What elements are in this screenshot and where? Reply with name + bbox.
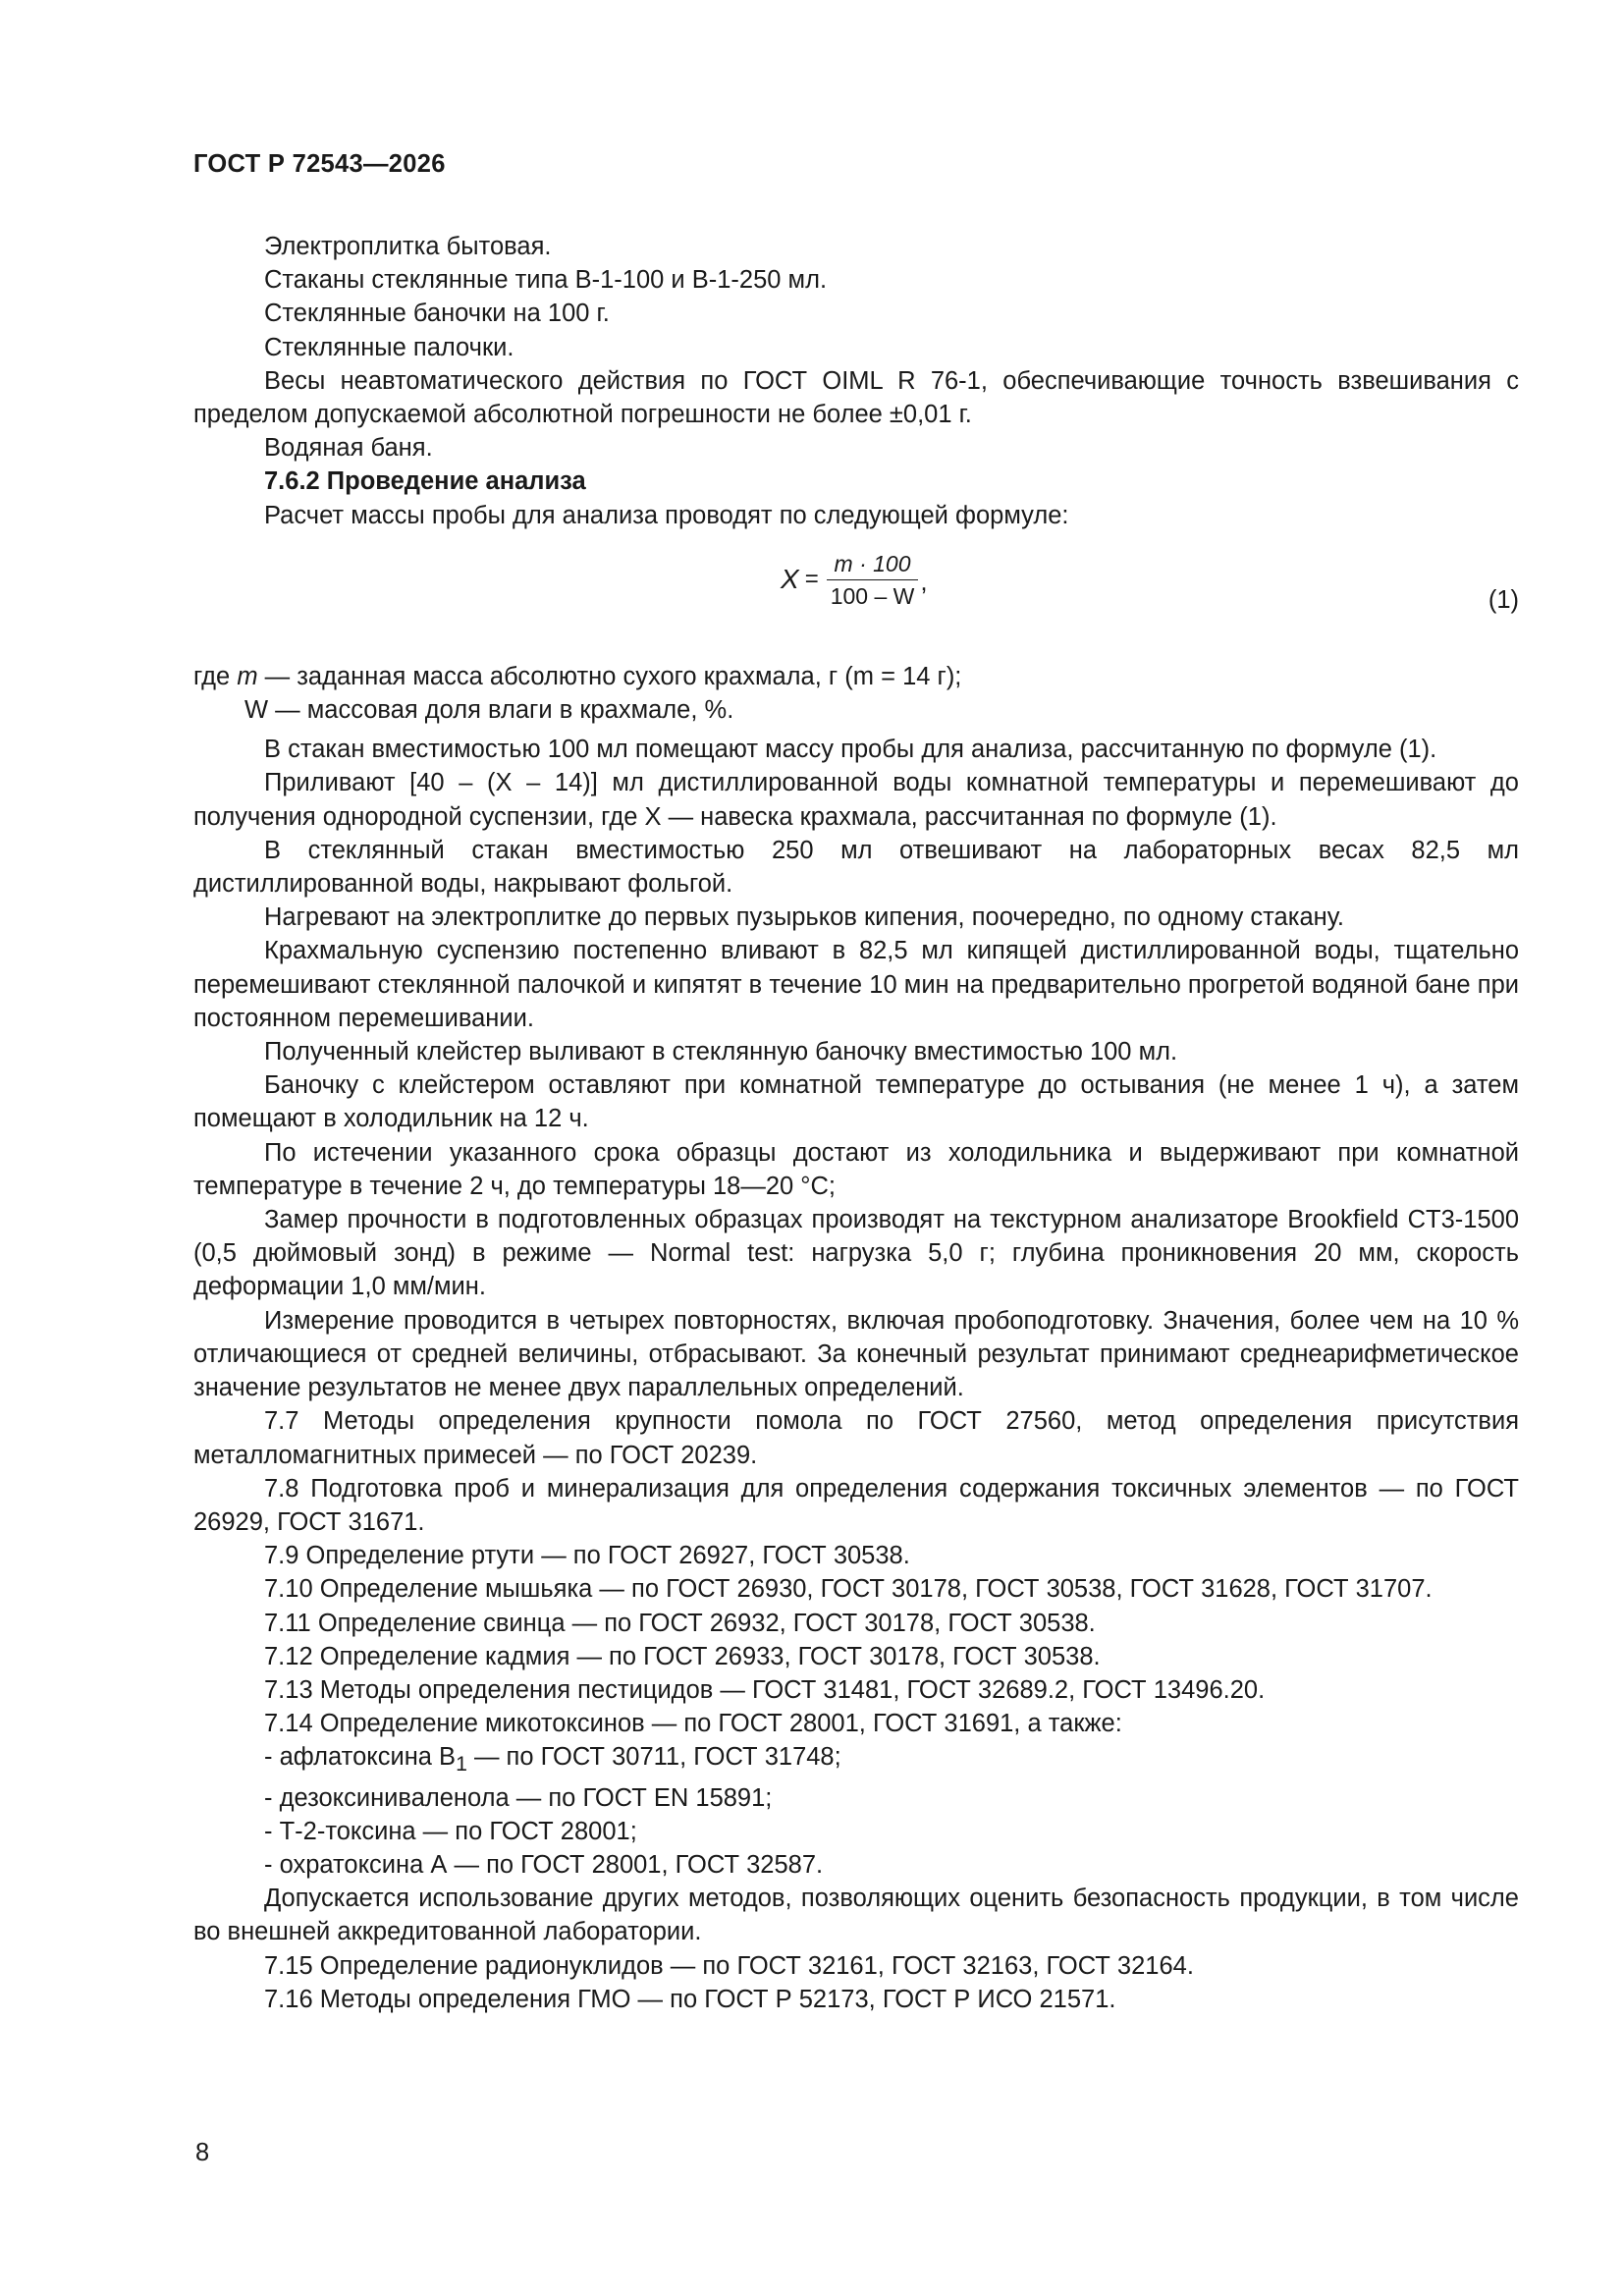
formula-denominator: 100 – W [830,582,915,609]
formula-comma: , [920,566,928,596]
page-body [193,230,1519,2016]
equipment-item: Электроплитка бытовая. [264,233,552,260]
formula-fraction [827,550,919,610]
equipment-item: Стаканы стеклянные типа В-1-100 и В-1-250 мл. [264,266,828,295]
where-m [193,660,1519,693]
procedure-paragraph: Замер прочности в подготовленных образцах производят на текстурном анализаторе Brookfield CT3-1500 (0,5 дюймовый зонд) в режиме — Normal test: нагрузка 5,0 г; глубина проникновения 20 мм, скорость деформации 1,0 мм/мин. [193,1206,1519,1301]
page-number: 8 [195,2139,210,2166]
closing-paragraph: Допускается использование других методов, позволяющих оценить безопасность продукции, в том числе во внешней аккредитованной лаборатории. [193,1885,1519,1946]
clause-7-7: 7.7 Методы определения крупности помола по ГОСТ 27560, метод определения присутствия металломагнитных примесей — по ГОСТ 20239. [193,1407,1519,1469]
procedure-paragraph: Полученный клейстер выливают в стеклянную баночку вместимостью 100 мл. [264,1038,1178,1066]
clause-7-12: 7.12 Определение кадмия — по ГОСТ 26933, ГОСТ 30178, ГОСТ 30538. [264,1642,1101,1670]
clause-7-16: 7.16 Методы определения ГМО — по ГОСТ Р 52173, ГОСТ Р ИСО 21571. [264,1985,1116,2013]
mycotoxin-item: - Т-2-токсина — по ГОСТ 28001; [264,1817,637,1845]
procedure-paragraph: По истечении указанного срока образцы достают из холодильника и выдерживают при комнатной температуре в течение 2 ч, до температуры 18—20 °С; [193,1138,1519,1200]
where-w-symbol: W [244,696,269,725]
procedure-paragraph: Крахмальную суспензию постепенно вливают в 82,5 мл кипящей дистиллированной воды, тщательно перемешивают стеклянной палочкой и кипятят в течение 10 мин на предварительно прогретой водяной бане при постоянном перемешивании. [193,937,1519,1032]
clause-7-9: 7.9 Определение ртути — по ГОСТ 26927, ГОСТ 30538. [264,1542,910,1570]
section-heading: 7.6.2 Проведение анализа [264,467,586,496]
procedure-paragraph: В стеклянный стакан вместимостью 250 мл отвешивают на лабораторных весах 82,5 мл дистиллированной воды, накрывают фольгой. [193,836,1519,899]
procedure-paragraph: Баночку с клейстером оставляют при комнатной температуре до остывания (не менее 1 ч), а затем помещают в холодильник на 12 ч. [193,1071,1519,1133]
clause-7-15: 7.15 Определение радионуклидов — по ГОСТ 32161, ГОСТ 32163, ГОСТ 32164. [264,1951,1194,1980]
equipment-item: Весы неавтоматического действия по ГОСТ OIML R 76-1, обеспечивающие точность взвешивания с пределом допускаемой абсолютной погрешности не более ±0,01 г. [193,366,1519,429]
procedure-paragraph: Измерение проводится в четырех повторностях, включая пробоподготовку. Значения, более чем на 10 % отличающиеся от средней величины, отбрасывают. За конечный результат принимают среднеарифметическое значение результатов не менее двух параллельных определений. [193,1306,1519,1402]
procedure-paragraph: Нагревают на электроплитке до первых пузырьков кипения, поочередно, по одному стакану. [264,903,1344,932]
where-m-symbol: m [237,662,258,690]
mycotoxin-item: - дезоксиниваленола — по ГОСТ EN 15891; [264,1783,773,1812]
equipment-item: Стеклянные баночки на 100 г. [264,300,610,328]
aflatoxin-subscript: 1 [456,1752,467,1777]
clause-7-11: 7.11 Определение свинца — по ГОСТ 26932, ГОСТ 30178, ГОСТ 30538. [264,1609,1096,1637]
formula-numerator: m · 100 [834,550,911,576]
clause-7-13: 7.13 Методы определения пестицидов — ГОСТ 31481, ГОСТ 32689.2, ГОСТ 13496.20. [264,1675,1266,1704]
aflatoxin-prefix: - афлатоксина В [264,1743,457,1772]
procedure-paragraph: Приливают [40 – (X – 14)] мл дистиллированной воды комнатной температуры и перемешивают до получения однородной суспензии, где X — навеска крахмала, рассчитанная по формуле (1). [193,769,1519,831]
clause-7-8: 7.8 Подготовка проб и минерализация для определения содержания токсичных элементов — по ГОСТ 26929, ГОСТ 31671. [193,1474,1519,1536]
formula-lhs: X [781,564,799,595]
formula-equals: = [804,566,819,593]
where-prefix: где [193,662,231,690]
mycotoxin-item-aflatoxin [193,1740,1519,1780]
section-intro: Расчет массы пробы для анализа проводят по следующей формуле: [264,501,1069,529]
formula-number: (1) [1488,585,1519,614]
aflatoxin-suffix: — по ГОСТ 30711, ГОСТ 31748; [466,1743,841,1772]
formula [781,550,928,610]
where-w-description: — массовая доля влаги в крахмале, %. [268,696,734,725]
where-w [244,693,1519,727]
clause-7-14: 7.14 Определение микотоксинов — по ГОСТ 28001, ГОСТ 31691, а также: [264,1710,1122,1738]
mycotoxin-item: - охратоксина А — по ГОСТ 28001, ГОСТ 32587. [264,1851,824,1880]
equipment-item: Водяная баня. [264,434,433,463]
where-m-description: — заданная масса абсолютно сухого крахмала, г (m = 14 г); [257,662,962,690]
formula-block [193,532,1519,660]
equipment-item: Стеклянные палочки. [264,333,514,361]
procedure-paragraph: В стакан вместимостью 100 мл помещают массу пробы для анализа, рассчитанную по формуле (1). [264,736,1437,764]
clause-7-10: 7.10 Определение мышьяка — по ГОСТ 26930, ГОСТ 30178, ГОСТ 30538, ГОСТ 31628, ГОСТ 31707. [264,1575,1433,1604]
document-header: ГОСТ Р 72543—2026 [193,150,446,178]
